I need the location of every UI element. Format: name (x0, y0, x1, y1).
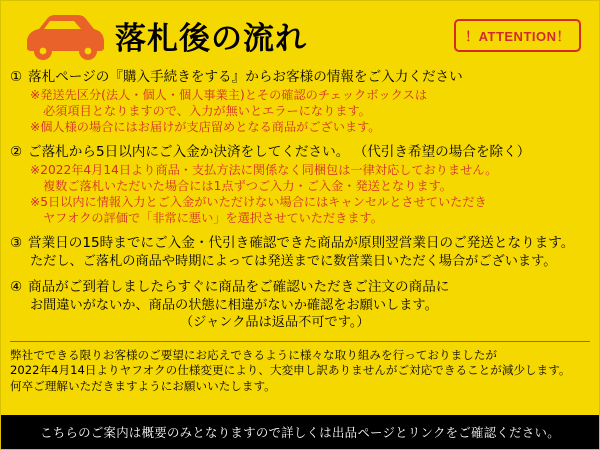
step-note: 必須項目となりますので、入力が無いとエラーになります。 (43, 103, 371, 118)
step-note: ただし、ご落札の商品や時期によっては発送までに数営業日いただく場合がございます。 (30, 253, 557, 269)
list-item (10, 279, 590, 332)
car-icon (17, 8, 109, 62)
step-note: （ジャンク品は返品不可です。） (180, 315, 370, 331)
steps-list (1, 69, 599, 332)
step-number: ③ (10, 235, 23, 252)
step-heading (10, 235, 590, 253)
step-heading (10, 279, 590, 297)
step-note: ※5日以内に情報入力とご入金がいただけない場合にはキャンセルとさせていただき (30, 195, 487, 210)
step-number: ④ (10, 279, 23, 296)
step-number: ② (10, 144, 23, 161)
step-note: 複数ご落札いただいた場合には1点ずつご入力・ご入金・発送となります。 (43, 178, 452, 193)
list-item (10, 144, 590, 226)
step-note: ヤフオクの評価で「非常に悪い」を選択させていただきます。 (43, 211, 383, 226)
footer-line: 2022年4月14日よりヤフオクの仕様変更により、大変申し訳ありませんがご対応できることが減少します。 (10, 363, 571, 378)
page-title: 落札後の流れ (115, 20, 307, 57)
footer-note (1, 348, 599, 395)
step-text: 営業日の15時までにご入金・代引き確認できた商品が原則翌営業日のご発送となります。 (28, 235, 575, 252)
step-text: ご落札から5日以内にご入金か決済をしてください。 （代引き希望の場合を除く） (28, 144, 531, 161)
attention-badge: ！ATTENTION！ (454, 19, 581, 52)
list-item (10, 235, 590, 270)
step-note: ※個人様の場合にはお届けが支店留めとなる商品がございます。 (30, 119, 381, 134)
footer-line: 何卒ご理解いただきますようにお願いいたします。 (10, 378, 276, 393)
step-note: ※2022年4月14日より商品・支払方法に関係なく同梱包は一律対応しておりません。 (30, 162, 498, 177)
list-item (10, 69, 590, 135)
step-note: ※発送先区分(法人・個人・個人事業主)とその確認のチェックボックスは (30, 87, 428, 102)
step-note: お間違いがないか、商品の状態に相違がないか確認をお願いします。 (30, 297, 438, 313)
footer-line: 弊社でできる限りお客様のご要望にお応えできるように様々な取り組みを行っておりましたが (10, 347, 497, 362)
header (1, 1, 599, 69)
bottom-bar (1, 415, 599, 449)
bottom-bar-text: こちらのご案内は概要のみとなりますので詳しくは出品ページとリンクをご確認ください。 (40, 425, 560, 440)
step-text: 落札ページの『購入手続きをする』からお客様の情報をご入力ください (28, 69, 463, 85)
step-heading (10, 144, 590, 162)
step-text: 商品がご到着しましたらすぐに商品をご確認いただきご注文の商品に (28, 279, 450, 296)
step-number: ① (10, 69, 23, 85)
step-heading (10, 69, 590, 87)
divider (10, 341, 590, 342)
